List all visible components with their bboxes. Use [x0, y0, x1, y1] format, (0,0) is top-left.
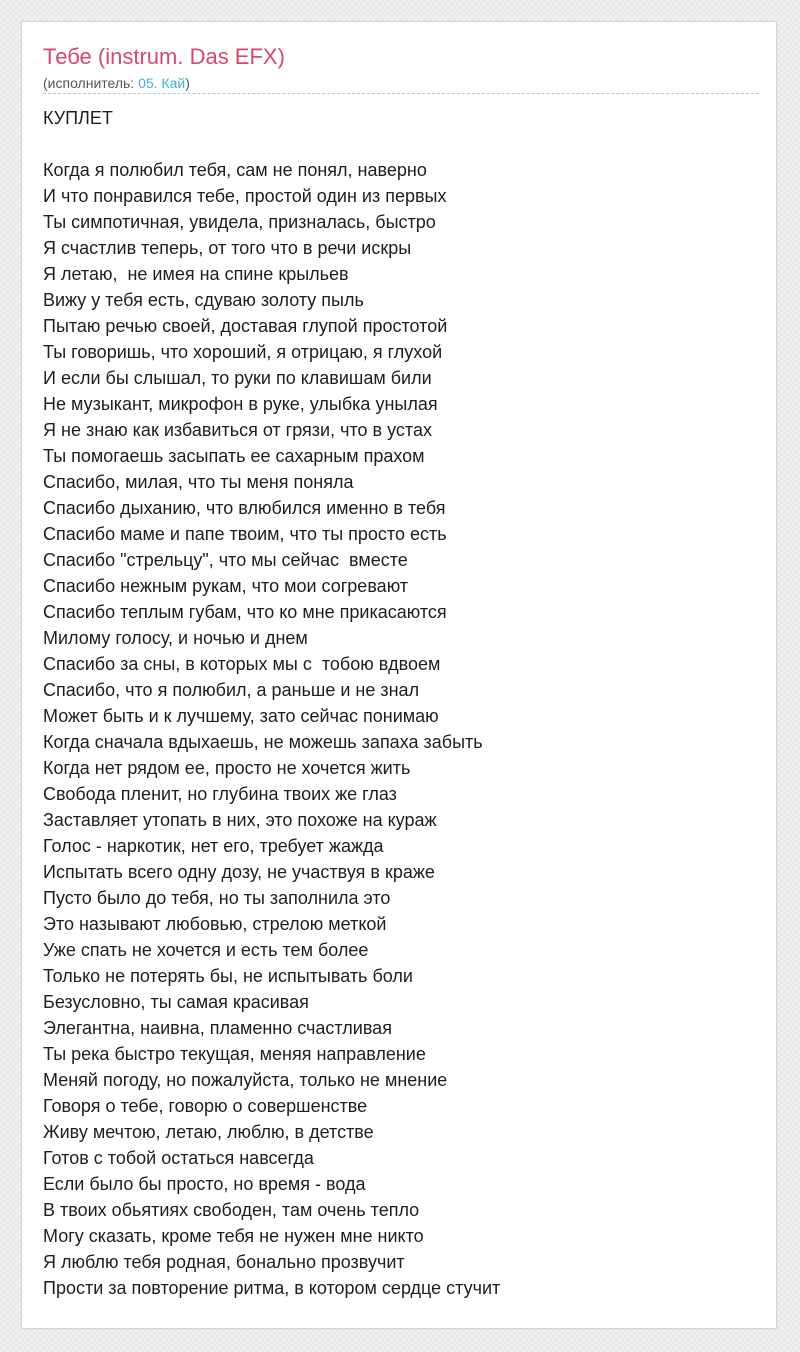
lyric-line: Спасибо маме и папе твоим, что ты просто есть: [43, 524, 447, 544]
lyric-line: Если было бы просто, но время - вода: [43, 1174, 366, 1194]
lyric-line: Спасибо "стрельцу", что мы сейчас вместе: [43, 550, 408, 570]
lyric-line: Это называют любовью, стрелою меткой: [43, 914, 387, 934]
lyric-line: Прости за повторение ритма, в котором сердце стучит: [43, 1278, 501, 1298]
artist-prefix: (исполнитель:: [43, 75, 139, 91]
lyric-line: Вижу у тебя есть, сдуваю золоту пыль: [43, 290, 364, 310]
lyric-line: Спасибо теплым губам, что ко мне прикасаются: [43, 602, 447, 622]
lyric-line: Я счастлив теперь, от того что в речи искры: [43, 238, 412, 258]
lyric-line: Когда я полюбил тебя, сам не понял, наверно: [43, 160, 427, 180]
lyric-line: И если бы слышал, то руки по клавишам били: [43, 368, 432, 388]
lyric-line: Пытаю речью своей, доставая глупой простотой: [43, 316, 448, 336]
lyric-line: Я не знаю как избавиться от грязи, что в устах: [43, 420, 432, 440]
lyric-line: Элегантна, наивна, пламенно счастливая: [43, 1018, 392, 1038]
lyrics-card: [21, 21, 777, 1329]
lyric-line: Заставляет утопать в них, это похоже на кураж: [43, 810, 437, 830]
lyric-line: Испытать всего одну дозу, не участвуя в краже: [43, 862, 435, 882]
lyric-line: Пусто было до тебя, но ты заполнила это: [43, 888, 391, 908]
lyric-line: Безусловно, ты самая красивая: [43, 992, 309, 1012]
lyric-line: Голос - наркотик, нет его, требует жажда: [43, 836, 384, 856]
lyric-line: Ты помогаешь засыпать ее сахарным прахом: [43, 446, 425, 466]
lyric-line: Свобода пленит, но глубина твоих же глаз: [43, 784, 397, 804]
lyric-line: Спасибо, милая, что ты меня поняла: [43, 472, 354, 492]
lyric-line: Только не потерять бы, не испытывать боли: [43, 966, 413, 986]
verse-heading: КУПЛЕТ: [43, 108, 113, 128]
lyric-line: И что понравился тебе, простой один из первых: [43, 186, 447, 206]
artist-suffix: ): [185, 75, 190, 91]
lyric-line: Спасибо, что я полюбил, а раньше и не знал: [43, 680, 420, 700]
lyric-line: Я летаю, не имея на спине крыльев: [43, 264, 349, 284]
lyric-line: Ты говоришь, что хороший, я отрицаю, я глухой: [43, 342, 443, 362]
lyric-line: Милому голосу, и ночью и днем: [43, 628, 308, 648]
lyric-line: Может быть и к лучшему, зато сейчас понимаю: [43, 706, 439, 726]
lyric-line: Уже спать не хочется и есть тем более: [43, 940, 369, 960]
lyric-line: Когда нет рядом ее, просто не хочется жить: [43, 758, 411, 778]
lyric-line: Когда сначала вдыхаешь, не можешь запаха забыть: [43, 732, 483, 752]
lyric-line: В твоих обьятиях свободен, там очень тепло: [43, 1200, 420, 1220]
lyric-line: Я люблю тебя родная, бонально прозвучит: [43, 1252, 405, 1272]
title-divider: [43, 93, 759, 94]
lyric-line: Могу сказать, кроме тебя не нужен мне никто: [43, 1226, 424, 1246]
lyrics-text: [43, 105, 759, 1301]
lyric-line: Готов с тобой остаться навсегда: [43, 1148, 314, 1168]
artist-link[interactable]: 05. Кай: [138, 75, 186, 91]
lyric-line: Меняй погоду, но пожалуйста, только не мнение: [43, 1070, 448, 1090]
song-title: Тебе (instrum. Das EFX): [43, 44, 285, 69]
lyric-line: Спасибо нежным рукам, что мои согревают: [43, 576, 409, 596]
artist-line: [43, 73, 190, 93]
lyric-line: Говоря о тебе, говорю о совершенстве: [43, 1096, 368, 1116]
lyric-line: Не музыкант, микрофон в руке, улыбка унылая: [43, 394, 438, 414]
lyric-line: [43, 131, 759, 157]
lyric-line: Спасибо дыханию, что влюбился именно в тебя: [43, 498, 446, 518]
lyric-line: Спасибо за сны, в которых мы с тобою вдвоем: [43, 654, 441, 674]
lyric-line: Ты симпотичная, увидела, призналась, быстро: [43, 212, 436, 232]
lyric-line: Живу мечтою, летаю, люблю, в детстве: [43, 1122, 374, 1142]
lyric-line: Ты река быстро текущая, меняя направление: [43, 1044, 426, 1064]
